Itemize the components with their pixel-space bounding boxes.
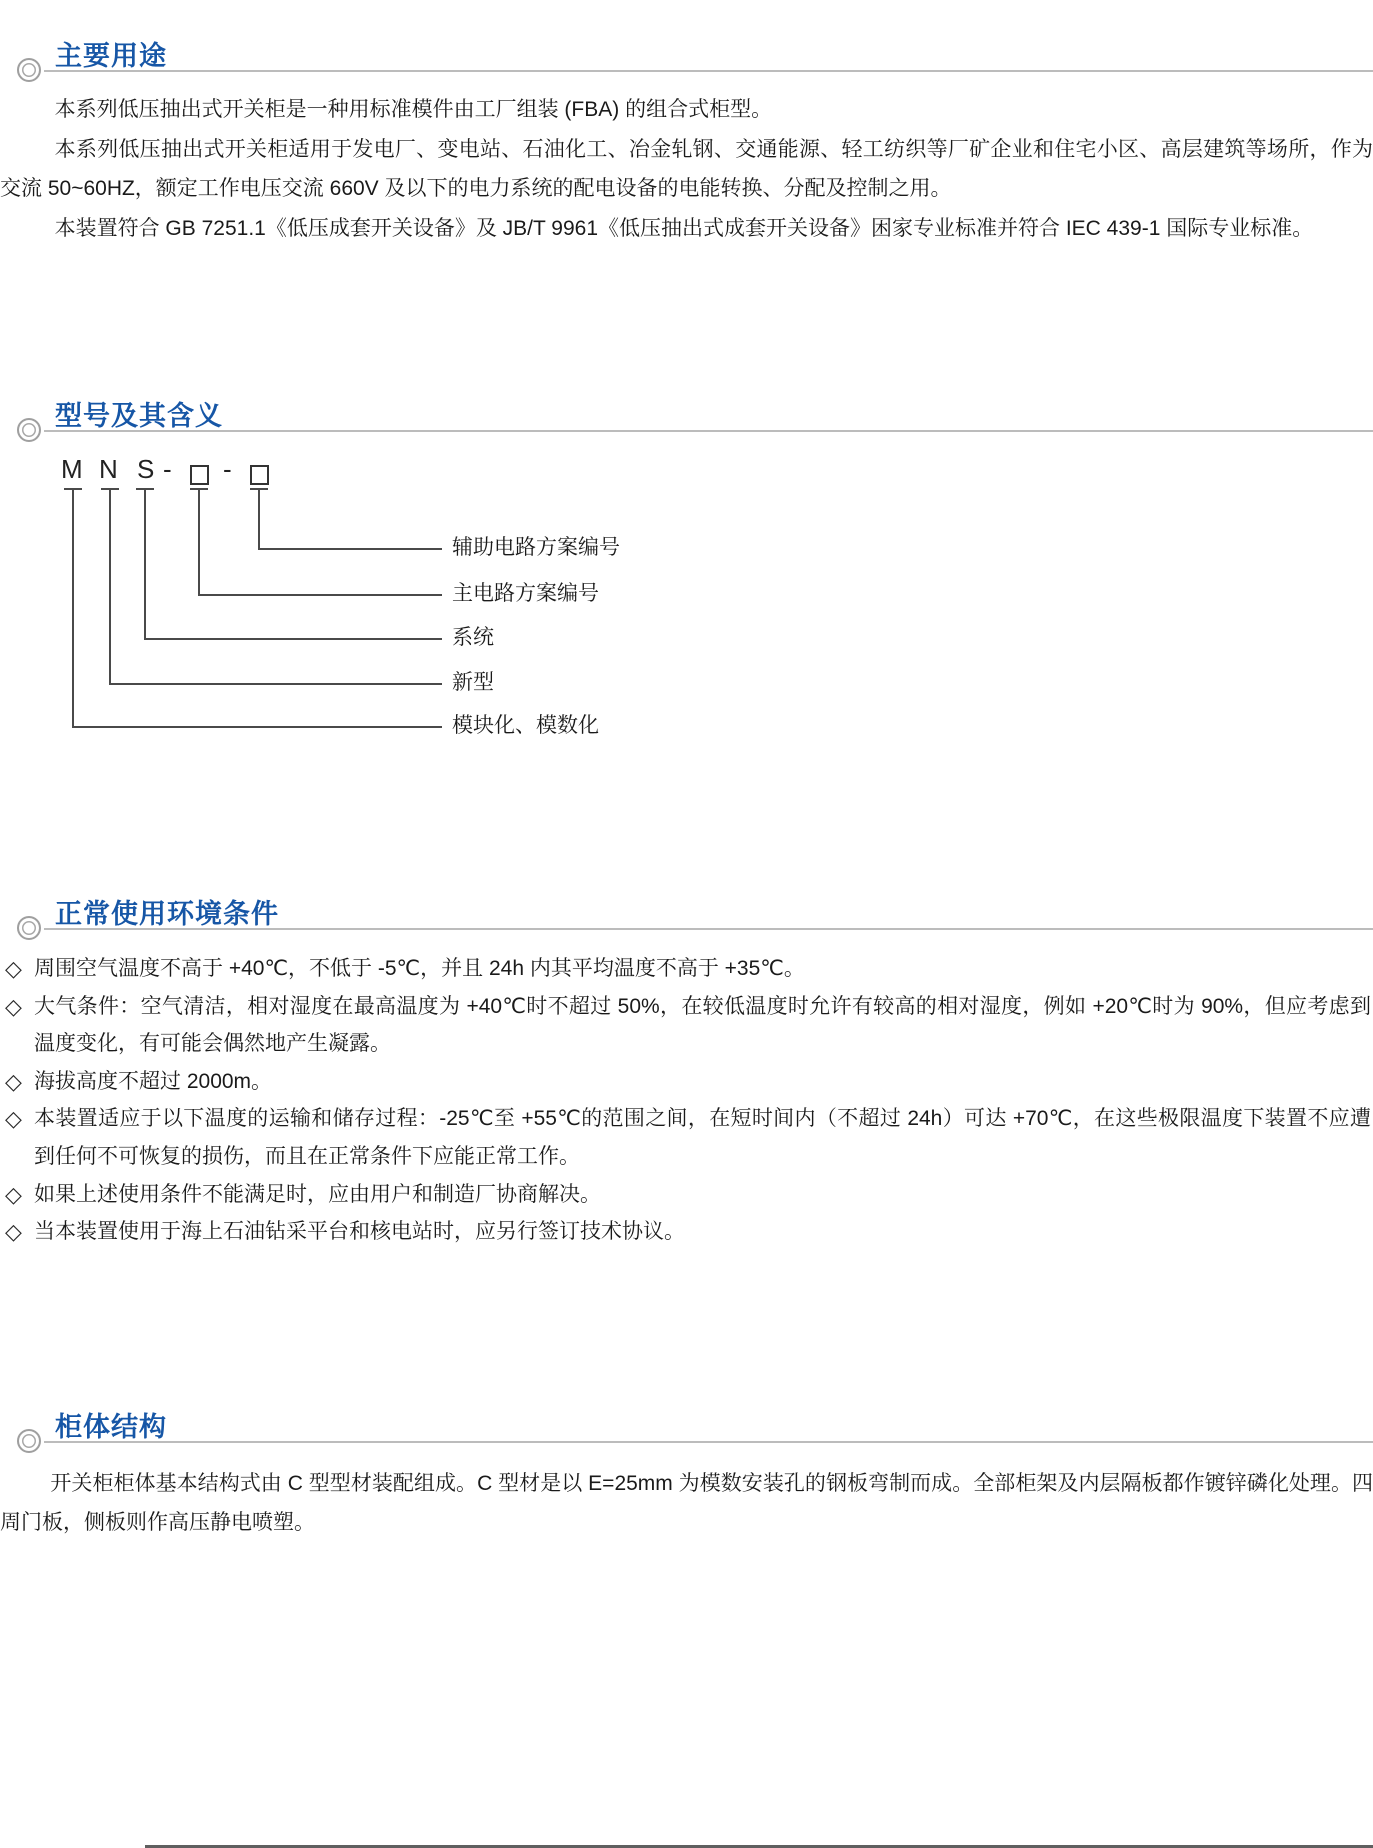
section-header-environment <box>0 888 1373 940</box>
model-label-main-circuit: 主电路方案编号 <box>452 582 599 605</box>
section-divider <box>44 928 1373 930</box>
list-item-text: 大气条件：空气清洁，相对湿度在最高温度为 +40℃时不超过 50%，在较低温度时允许有较高的相对湿度，例如 +20℃时为 90%，但应考虑到温度变化，有可能会偶然地产生凝露。 <box>34 994 1371 1056</box>
environment-conditions-list <box>0 950 1373 1251</box>
diamond-bullet-icon: ◇ <box>5 1068 22 1094</box>
model-placeholder-box <box>250 465 269 485</box>
model-char-s: S <box>137 454 155 484</box>
diagram-leader-line <box>72 726 442 728</box>
model-label-aux-circuit: 辅助电路方案编号 <box>452 536 620 559</box>
diagram-leader-line <box>109 488 111 683</box>
section-ring-icon <box>17 418 41 442</box>
list-item-text: 本装置适应于以下温度的运输和储存过程：-25℃至 +55℃的范围之间，在短时间内（不超过 24h）可达 +70℃，在这些极限温度下装置不应遭到任何不可恢复的损伤，而且在正常条件下应能正常工作。 <box>34 1107 1371 1168</box>
model-label-system: 系统 <box>452 626 494 649</box>
model-label-modular: 模块化、模数化 <box>452 714 599 737</box>
section-divider <box>44 1441 1373 1443</box>
list-item <box>0 1063 1373 1101</box>
list-item-text: 如果上述使用条件不能满足时，应由用户和制造厂协商解决。 <box>34 1182 601 1206</box>
model-dash: - <box>223 454 232 484</box>
diamond-bullet-icon: ◇ <box>5 956 22 981</box>
section-ring-icon <box>17 1429 41 1453</box>
diamond-bullet-icon: ◇ <box>5 993 22 1019</box>
section-divider <box>44 70 1373 72</box>
section-header-main-purpose <box>0 30 1373 82</box>
paragraph: 本装置符合 GB 7251.1《低压成套开关设备》及 JB/T 9961《低压抽出式成套开关设备》困家专业标准并符合 IEC 439-1 国际专业标准。 <box>54 216 1314 240</box>
diamond-bullet-icon: ◇ <box>5 1106 22 1132</box>
list-item <box>0 1100 1373 1175</box>
list-item <box>0 1176 1373 1214</box>
diagram-leader-line <box>72 488 74 726</box>
list-item-text: 海拔高度不超过 2000m。 <box>34 1069 273 1093</box>
diagram-leader-line <box>198 594 442 596</box>
diagram-leader-line <box>198 488 200 594</box>
list-item-text: 周围空气温度不高于 +40℃，不低于 -5℃，并且 24h 内其平均温度不高于 +35℃。 <box>34 957 805 980</box>
section-title: 正常使用环境条件 <box>55 899 279 929</box>
section-header-cabinet-structure <box>0 1401 1373 1453</box>
model-dash: - <box>163 454 172 484</box>
diamond-bullet-icon: ◇ <box>5 1219 22 1245</box>
list-item <box>0 1213 1373 1251</box>
diagram-leader-line <box>258 488 260 548</box>
list-item <box>0 950 1373 988</box>
section-header-model-meaning <box>0 390 1373 442</box>
list-item-text: 当本装置使用于海上石油钻采平台和核电站时，应另行签订技术协议。 <box>34 1220 685 1244</box>
diamond-bullet-icon: ◇ <box>5 1181 22 1207</box>
paragraph: 开关柜柜体基本结构式由 C 型型材装配组成。C 型材是以 E=25mm 为模数安装孔的钢板弯制而成。全部柜架及内层隔板都作镀锌磷化处理。四周门板，侧板则作高压静电喷塑。 <box>0 1472 1373 1534</box>
model-label-new-type: 新型 <box>452 671 494 694</box>
paragraph: 本系列低压抽出式开关柜是一种用标准模件由工厂组装 (FBA) 的组合式柜型。 <box>54 98 773 121</box>
model-placeholder-box <box>190 465 209 485</box>
section-title: 型号及其含义 <box>55 401 223 431</box>
section-title: 主要用途 <box>55 41 167 71</box>
paragraph: 本系列低压抽出式开关柜适用于发电厂、变电站、石油化工、冶金轧钢、交通能源、轻工纺织等厂矿企业和住宅小区、高层建筑等场所，作为交流 50~60HZ，额定工作电压交流 660V 及以下的电力系统的配电设备的电能转换、分配及控制之用。 <box>0 137 1373 200</box>
section-ring-icon <box>17 58 41 82</box>
diagram-leader-line <box>109 683 442 685</box>
model-char-n: N <box>99 454 118 484</box>
diagram-leader-line <box>258 548 442 550</box>
cabinet-structure-text <box>0 1465 1373 1542</box>
section-ring-icon <box>17 916 41 940</box>
diagram-leader-line <box>144 488 146 638</box>
section-divider <box>44 430 1373 432</box>
main-purpose-text <box>0 90 1373 248</box>
list-item <box>0 988 1373 1063</box>
model-designation-diagram <box>0 440 720 760</box>
section-title: 柜体结构 <box>55 1412 167 1442</box>
diagram-leader-line <box>144 638 442 640</box>
model-char-m: M <box>61 454 83 484</box>
